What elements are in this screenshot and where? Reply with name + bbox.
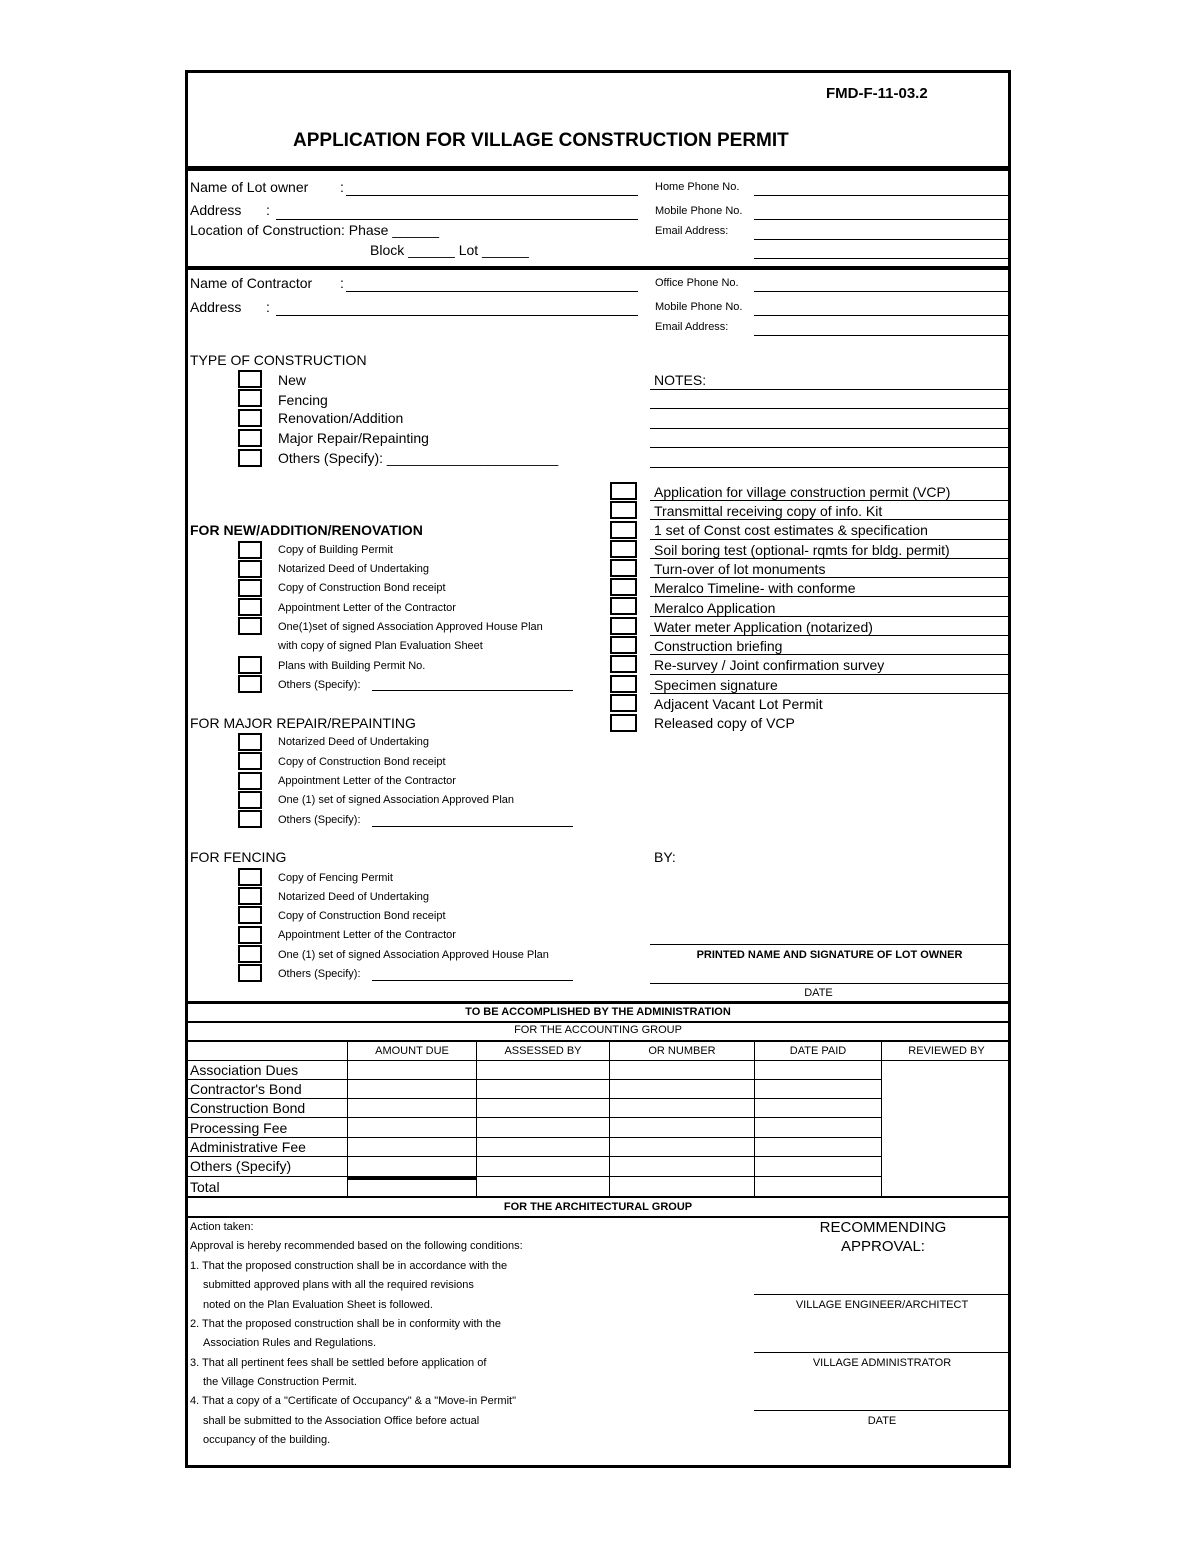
checkbox-new-item[interactable]: [238, 541, 262, 559]
checkbox-req[interactable]: [610, 714, 637, 732]
fencing-item-label: One (1) set of signed Association Approved House Plan: [278, 949, 549, 961]
owner-date-line[interactable]: [650, 983, 1009, 984]
table-col-rule: [476, 1041, 477, 1197]
administrator-label: VILLAGE ADMINISTRATOR: [812, 1357, 952, 1369]
owner-address-label: Address: [190, 202, 242, 218]
arch-line: Approval is hereby recommended based on the following conditions:: [190, 1240, 523, 1252]
table-rule: [185, 1137, 882, 1138]
table-rule: [185, 1156, 882, 1157]
checkbox-req[interactable]: [610, 501, 637, 519]
contractor-address-label: Address: [190, 299, 242, 315]
contractor-email-label: Email Address:: [655, 321, 729, 333]
req-item: Turn-over of lot monuments: [654, 561, 826, 577]
new-item-label: Copy of Building Permit: [278, 544, 393, 556]
req-item: Application for village construction permit (VCP): [654, 484, 951, 500]
new-others-field[interactable]: [372, 690, 573, 691]
checkbox-fencing-item[interactable]: [238, 964, 262, 982]
new-addition-heading: FOR NEW/ADDITION/RENOVATION: [190, 522, 423, 538]
recommending-label: RECOMMENDING: [819, 1219, 947, 1236]
notes-line[interactable]: [650, 467, 1009, 468]
checkbox-fencing-item[interactable]: [238, 868, 262, 886]
block-lot-label[interactable]: Block ______ Lot ______: [370, 242, 529, 258]
checkbox-req[interactable]: [610, 540, 637, 558]
architectural-rule: [185, 1216, 1011, 1218]
table-row-label: Contractor's Bond: [190, 1081, 302, 1097]
arch-line: Action taken:: [190, 1221, 254, 1233]
checkbox-req[interactable]: [610, 559, 637, 577]
contractor-name-field[interactable]: [346, 291, 638, 292]
home-phone-field[interactable]: [754, 195, 1010, 196]
owner-divider: [185, 266, 1011, 270]
contractor-address-colon: :: [266, 299, 270, 315]
checkbox-req[interactable]: [610, 521, 637, 539]
checkbox-fencing-item[interactable]: [238, 906, 262, 924]
admin-rule: [185, 1021, 1011, 1023]
table-col-rule: [881, 1041, 882, 1197]
req-underline: [650, 616, 1009, 617]
new-item-label: Notarized Deed of Undertaking: [278, 563, 430, 575]
table-row-label: Processing Fee: [190, 1120, 288, 1136]
office-phone-field[interactable]: [754, 291, 1010, 292]
arch-line: occupancy of the building.: [203, 1434, 331, 1446]
repair-item-label: Copy of Construction Bond receipt: [278, 756, 446, 768]
table-rule: [185, 1060, 1011, 1061]
fencing-item-label: Others (Specify):: [278, 968, 361, 980]
checkbox-repair-item[interactable]: [238, 810, 262, 828]
architectural-heading: FOR THE ARCHITECTURAL GROUP: [503, 1201, 693, 1213]
location-label[interactable]: Location of Construction: Phase ______: [190, 222, 440, 238]
checkbox-new-item[interactable]: [238, 617, 262, 635]
contractor-email-field[interactable]: [754, 335, 1010, 336]
fencing-others-field[interactable]: [372, 980, 573, 981]
owner-signature-line[interactable]: [650, 944, 1009, 945]
checkbox-req[interactable]: [610, 636, 637, 654]
checkbox-fencing-item[interactable]: [238, 926, 262, 944]
req-item: Adjacent Vacant Lot Permit: [654, 696, 823, 712]
fencing-heading: FOR FENCING: [190, 849, 287, 865]
checkbox-repair-item[interactable]: [238, 791, 262, 809]
req-item: Meralco Timeline- with conforme: [654, 580, 856, 596]
checkbox-req[interactable]: [610, 675, 637, 693]
by-label: BY:: [654, 849, 676, 865]
col-header: OR NUMBER: [648, 1045, 716, 1057]
table-row-label: Construction Bond: [190, 1100, 306, 1116]
req-item: Water meter Application (notarized): [654, 619, 873, 635]
admin-heading: TO BE ACCOMPLISHED BY THE ADMINISTRATION: [465, 1006, 731, 1018]
arch-line: 1. That the proposed construction shall be in accordance with the: [190, 1260, 508, 1272]
type-item-label: New: [278, 372, 307, 388]
owner-email-label: Email Address:: [655, 225, 729, 237]
engineer-signature-line[interactable]: [754, 1294, 1010, 1295]
administrator-signature-line[interactable]: [754, 1352, 1010, 1353]
repair-item-label: Others (Specify):: [278, 814, 361, 826]
notes-line[interactable]: [650, 408, 1009, 409]
arch-line: 2. That the proposed construction shall be in conformity with the: [190, 1318, 502, 1330]
checkbox-type-others[interactable]: [238, 449, 262, 467]
checkbox-new-item[interactable]: [238, 598, 262, 616]
notes-line[interactable]: [650, 389, 1009, 390]
checkbox-repair-item[interactable]: [238, 772, 262, 790]
repair-item-label: One (1) set of signed Association Approved Plan: [278, 794, 515, 806]
col-header: AMOUNT DUE: [375, 1045, 449, 1057]
checkbox-type-major-repair[interactable]: [238, 429, 262, 447]
new-item-label: Copy of Construction Bond receipt: [278, 582, 446, 594]
checkbox-repair-item[interactable]: [238, 752, 262, 770]
table-row-label: Association Dues: [190, 1062, 299, 1078]
owner-date-label: DATE: [804, 987, 833, 999]
checkbox-fencing-item[interactable]: [238, 887, 262, 905]
fencing-item-label: Copy of Construction Bond receipt: [278, 910, 446, 922]
notes-line[interactable]: [650, 428, 1009, 429]
arch-line: shall be submitted to the Association Office before actual: [203, 1415, 480, 1427]
accounting-heading: FOR THE ACCOUNTING GROUP: [514, 1024, 682, 1036]
table-row-label: Administrative Fee: [190, 1139, 306, 1155]
repair-item-label: Notarized Deed of Undertaking: [278, 736, 430, 748]
contractor-name-label: Name of Contractor: [190, 275, 313, 291]
req-underline: [650, 577, 1009, 578]
type-item-label[interactable]: Others (Specify): ______________________: [278, 450, 559, 466]
req-item: Meralco Application: [654, 600, 776, 616]
req-item: Released copy of VCP: [654, 715, 795, 731]
req-item: Soil boring test (optional- rqmts for bldg. permit): [654, 542, 950, 558]
checkbox-repair-item[interactable]: [238, 733, 262, 751]
req-item: 1 set of Const cost estimates & specification: [654, 522, 928, 538]
req-underline: [650, 635, 1009, 636]
checkbox-req[interactable]: [610, 597, 637, 615]
new-item-label: One(1)set of signed Association Approved House Plan: [278, 621, 543, 633]
req-underline: [650, 539, 1009, 540]
form-code: FMD-F-11-03.2: [826, 85, 928, 102]
req-underline: [650, 558, 1009, 559]
type-item-label: Major Repair/Repainting: [278, 430, 429, 446]
accounting-rule: [185, 1040, 1011, 1042]
col-header: ASSESSED BY: [504, 1045, 582, 1057]
col-header: DATE PAID: [789, 1045, 847, 1057]
engineer-label: VILLAGE ENGINEER/ARCHITECT: [795, 1299, 969, 1311]
table-rule: [185, 1117, 882, 1118]
table-rule: [185, 1176, 882, 1177]
table-rule: [185, 1079, 882, 1080]
home-phone-label: Home Phone No.: [655, 181, 740, 193]
checkbox-new-item[interactable]: [238, 560, 262, 578]
form-title: APPLICATION FOR VILLAGE CONSTRUCTION PERMIT: [293, 130, 789, 151]
checkbox-req[interactable]: [610, 694, 637, 712]
checkbox-req[interactable]: [610, 578, 637, 596]
checkbox-fencing-item[interactable]: [238, 945, 262, 963]
table-col-rule: [609, 1041, 610, 1197]
arch-line: submitted approved plans with all the required revisions: [203, 1279, 474, 1291]
req-underline: [650, 596, 1009, 597]
type-heading: TYPE OF CONSTRUCTION: [190, 352, 367, 368]
checkbox-req[interactable]: [610, 655, 637, 673]
req-item: Construction briefing: [654, 638, 783, 654]
table-row-label: Others (Specify): [190, 1158, 292, 1174]
checkbox-type-renovation[interactable]: [238, 409, 262, 427]
arch-line: 4. That a copy of a "Certificate of Occupancy" & a "Move-in Permit": [190, 1395, 516, 1407]
contractor-address-field[interactable]: [276, 315, 638, 316]
req-underline: [650, 519, 1009, 520]
header-divider: [185, 166, 1011, 171]
table-bottom-rule: [185, 1196, 1011, 1198]
notes-line[interactable]: [650, 447, 1009, 448]
checkbox-new-item[interactable]: [238, 656, 262, 674]
contractor-mobile-label: Mobile Phone No.: [655, 301, 743, 313]
table-col-rule: [347, 1041, 348, 1197]
arch-line: noted on the Plan Evaluation Sheet is followed.: [203, 1299, 433, 1311]
owner-name-label: Name of Lot owner: [190, 179, 309, 195]
req-underline: [650, 654, 1009, 655]
owner-address-colon: :: [266, 202, 270, 218]
notes-label: NOTES:: [654, 372, 707, 388]
admin-date-label: DATE: [867, 1415, 897, 1427]
req-item: Transmittal receiving copy of info. Kit: [654, 503, 883, 519]
owner-email-field[interactable]: [754, 239, 1010, 240]
repair-item-label: Appointment Letter of the Contractor: [278, 775, 456, 787]
new-item-label: with copy of signed Plan Evaluation Sheet: [278, 640, 483, 652]
table-rule: [185, 1098, 882, 1099]
checkbox-type-new[interactable]: [238, 370, 262, 388]
owner-signature-label: PRINTED NAME AND SIGNATURE OF LOT OWNER: [696, 949, 963, 961]
arch-line: the Village Construction Permit.: [203, 1376, 357, 1388]
type-item-label: Fencing: [278, 392, 328, 408]
admin-top-rule: [185, 1001, 1011, 1004]
table-col-rule: [754, 1041, 755, 1197]
major-repair-heading: FOR MAJOR REPAIR/REPAINTING: [190, 715, 416, 731]
col-header: REVIEWED BY: [908, 1045, 985, 1057]
type-item-label: Renovation/Addition: [278, 410, 404, 426]
new-item-label: Plans with Building Permit No.: [278, 660, 426, 672]
contractor-mobile-field[interactable]: [754, 315, 1010, 316]
new-item-label: Appointment Letter of the Contractor: [278, 602, 456, 614]
owner-mobile-field[interactable]: [754, 219, 1010, 220]
fencing-item-label: Notarized Deed of Undertaking: [278, 891, 430, 903]
new-item-label: Others (Specify):: [278, 679, 361, 691]
checkbox-type-fencing[interactable]: [238, 389, 262, 407]
arch-line: 3. That all pertinent fees shall be settled before application of: [190, 1357, 487, 1369]
owner-address-field[interactable]: [276, 219, 638, 220]
office-phone-label: Office Phone No.: [655, 277, 739, 289]
owner-name-colon: :: [340, 179, 344, 195]
approval-label: APPROVAL:: [841, 1238, 925, 1255]
admin-date-line[interactable]: [754, 1410, 1010, 1411]
table-row-label: Total: [190, 1179, 220, 1195]
contractor-name-colon: :: [340, 275, 344, 291]
req-underline: [650, 693, 1009, 694]
total-rule: [348, 1177, 476, 1180]
owner-name-field[interactable]: [346, 195, 638, 196]
checkbox-req[interactable]: [610, 482, 637, 500]
checkbox-req[interactable]: [610, 617, 637, 635]
fencing-item-label: Appointment Letter of the Contractor: [278, 929, 456, 941]
req-item: Specimen signature: [654, 677, 778, 693]
checkbox-new-item[interactable]: [238, 675, 262, 693]
repair-others-field[interactable]: [372, 826, 573, 827]
req-underline: [650, 500, 1009, 501]
req-underline: [650, 674, 1009, 675]
checkbox-new-item[interactable]: [238, 579, 262, 597]
fencing-item-label: Copy of Fencing Permit: [278, 872, 393, 884]
owner-extra-line: [754, 258, 1010, 259]
owner-mobile-label: Mobile Phone No.: [655, 205, 743, 217]
req-item: Re-survey / Joint confirmation survey: [654, 657, 885, 673]
arch-line: Association Rules and Regulations.: [203, 1337, 377, 1349]
